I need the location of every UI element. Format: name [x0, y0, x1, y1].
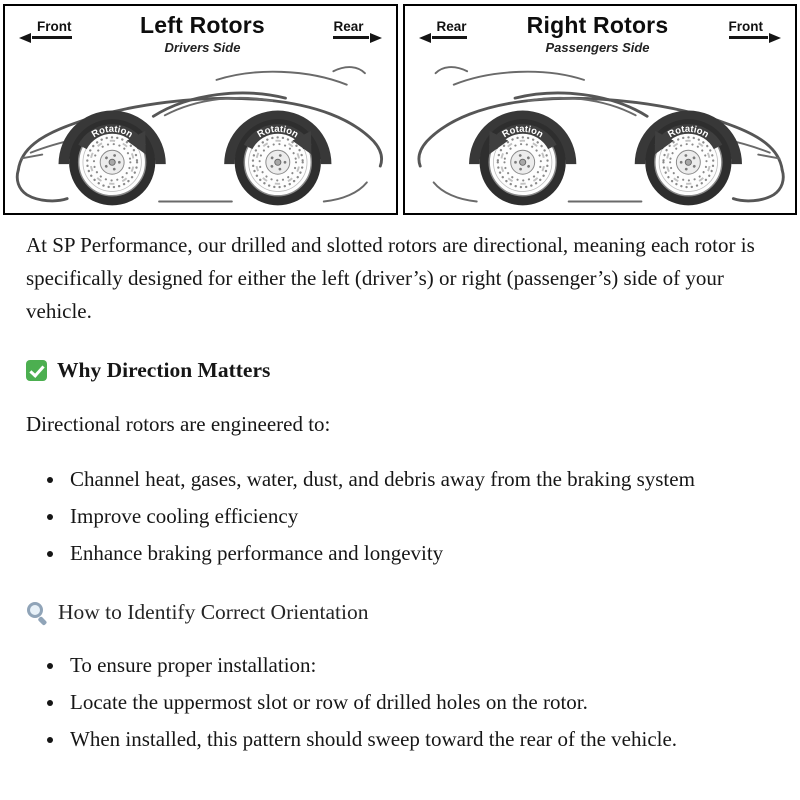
- front-label: Front: [37, 19, 72, 34]
- list-item: • When installed, this pattern should sweep toward the rear of the vehicle.: [66, 723, 774, 756]
- car-body: [17, 67, 381, 205]
- left-panel-subtitle: Drivers Side: [164, 40, 241, 55]
- list-item: • To ensure proper installation:: [66, 649, 774, 682]
- rotation-label: Rotation: [499, 123, 545, 141]
- car-illustration-left: [5, 55, 396, 213]
- left-rotors-panel: [3, 4, 398, 215]
- rotation-label: Rotation: [89, 123, 135, 141]
- right-rotors-panel: [403, 4, 798, 215]
- orientation-list: [26, 649, 774, 756]
- list-item: • Enhance braking performance and longevity: [66, 537, 774, 570]
- section-title: Why Direction Matters: [57, 357, 271, 382]
- right-panel-subtitle: Passengers Side: [545, 40, 650, 55]
- article-body: [0, 215, 800, 756]
- rotation-label: Rotation: [665, 123, 711, 141]
- section-title: How to Identify Correct Orientation: [58, 599, 369, 624]
- magnifier-icon: [26, 601, 49, 624]
- left-panel-header: [5, 6, 396, 55]
- section-heading-identify-orientation: [26, 596, 774, 630]
- front-direction-arrow: [32, 19, 72, 39]
- lead-paragraph: Directional rotors are engineered to:: [26, 411, 331, 436]
- rear-direction-arrow: [432, 19, 467, 39]
- benefits-list: [26, 463, 774, 570]
- left-panel-titles: [72, 12, 334, 55]
- front-label: Front: [728, 19, 763, 34]
- rear-direction-arrow: [333, 19, 368, 39]
- right-panel-title: Right Rotors: [526, 12, 669, 38]
- list-item: • Improve cooling efficiency: [66, 500, 774, 533]
- check-icon: [26, 360, 47, 381]
- right-panel-header: [405, 6, 796, 55]
- section-heading-direction-matters: [26, 354, 774, 388]
- car-illustration-right: [405, 55, 796, 213]
- rotor-direction-diagram: [0, 0, 800, 215]
- list-item: • Channel heat, gases, water, dust, and debris away from the braking system: [66, 463, 774, 496]
- rear-label: Rear: [436, 19, 467, 34]
- list-item: • Locate the uppermost slot or row of drilled holes on the rotor.: [66, 686, 774, 719]
- rotation-label: Rotation: [255, 123, 301, 141]
- left-panel-title: Left Rotors: [140, 12, 265, 38]
- car-body-mirrored: [418, 67, 782, 205]
- front-direction-arrow: [729, 19, 769, 39]
- rear-label: Rear: [333, 19, 364, 34]
- intro-paragraph: At SP Performance, our drilled and slotted rotors are directional, meaning each rotor is specifically designed for either the left (driver’s) or right (passenger’s) side of your vehicle.: [26, 233, 755, 323]
- right-panel-titles: [467, 12, 729, 55]
